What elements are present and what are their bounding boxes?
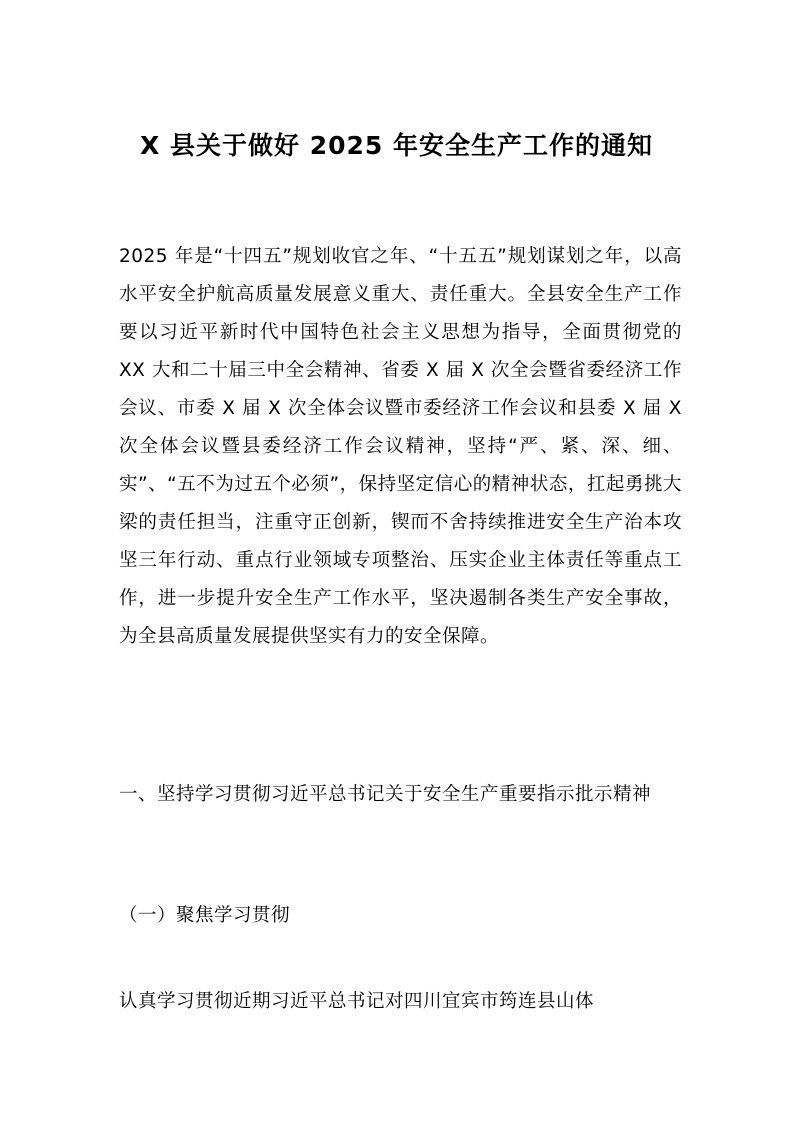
subsection-1-body: 认真学习贯彻近期习近平总书记对四川宜宾市筠连县山体 bbox=[119, 991, 595, 1012]
section-1-heading: 一、坚持学习贯彻习近平总书记关于安全生产重要指示批示精神 bbox=[119, 784, 652, 805]
subsection-1-heading: （一）聚焦学习贯彻 bbox=[119, 905, 291, 926]
document-title: X 县关于做好 2025 年安全生产工作的通知 bbox=[140, 131, 653, 160]
intro-paragraph: 2025 年是“十四五”规划收官之年、“十五五”规划谋划之年，以高水平安全护航高质量发展意义重大、责任重大。全县安全生产工作要以习近平新时代中国特色社会主义思想为指导，全面贯彻党的 XX 大和二十届三中全会精神、省委 X 届 X 次全会暨省委经济工作会议、市委 X 届 X 次全体会议暨市委经济工作会议和县委 X 届 X 次全体会议暨县委经济工作会议精神，坚持“严、紧、深、细、实”、“五不为过五个必须”，保持坚定信心的精神状态，扛起勇挑大梁的责任担当，注重守正创新，锲而不舍持续推进安全生产治本攻坚三年行动、重点行业领域专项整治、压实企业主体责任等重点工作，进一步提升安全生产工作水平，坚决遏制各类生产安全事故，为全县高质量发展提供坚实有力的安全保障。 bbox=[119, 246, 682, 647]
